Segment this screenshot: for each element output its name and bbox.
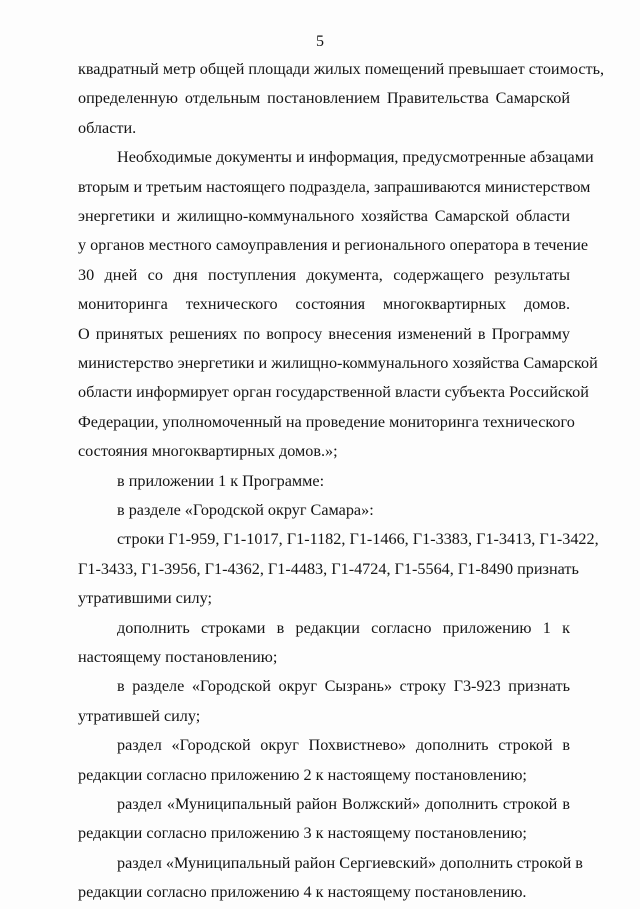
text-line: утратившими силу; [78,589,212,607]
text-line: министерство энергетики и жилищно-коммунального хозяйства Самарской [78,354,598,372]
text-line: раздел «Городской округ Похвистнево» дополнить строкой в [117,736,570,754]
text-line: мониторинга технического состояния многоквартирных домов. [78,295,570,313]
page-number: 5 [316,33,324,50]
text-line: Федерации, уполномоченный на проведение мониторинга технического [78,413,575,431]
text-line: раздел «Муниципальный район Сергиевский» дополнить строкой в [117,854,583,872]
text-line: редакции согласно приложению 4 к настоящему постановлению. [78,883,527,901]
text-line: дополнить строками в редакции согласно приложению 1 к [117,619,570,637]
text-line: вторым и третьим настоящего подраздела, запрашиваются министерством [78,178,591,196]
text-line: Г1-3433, Г1-3956, Г1-4362, Г1-4483, Г1-4724, Г1-5564, Г1-8490 признать [78,560,579,578]
text-line: определенную отдельным постановлением Правительства Самарской [78,89,570,107]
text-line: Необходимые документы и информация, предусмотренные абзацами [117,148,594,166]
text-line: утратившей силу; [78,707,201,725]
text-line: в разделе «Городской округ Самара»: [117,501,374,519]
text-line: О принятых решениях по вопросу внесения изменений в Программу [78,325,570,343]
text-line: в разделе «Городской округ Сызрань» строку Г3-923 признать [117,677,570,695]
text-line: раздел «Муниципальный район Волжский» дополнить строкой в [117,795,570,813]
text-line: строки Г1-959, Г1-1017, Г1-1182, Г1-1466, Г1-3383, Г1-3413, Г1-3422, [117,530,599,548]
text-line: 30 дней со дня поступления документа, содержащего результаты [78,266,570,284]
text-line: области. [78,119,137,137]
text-line: энергетики и жилищно-коммунального хозяйства Самарской области [78,207,570,225]
text-line: квадратный метр общей площади жилых помещений превышает стоимость, [78,60,605,78]
text-line: области информирует орган государственной власти субъекта Российской [78,383,589,401]
text-line: у органов местного самоуправления и регионального оператора в течение [78,236,589,254]
text-line: настоящему постановлению; [78,648,278,666]
text-line: редакции согласно приложению 3 к настоящему постановлению; [78,824,527,842]
text-line: редакции согласно приложению 2 к настоящему постановлению; [78,766,527,784]
text-line: состояния многоквартирных домов.»; [78,442,338,460]
text-line: в приложении 1 к Программе: [117,472,325,490]
